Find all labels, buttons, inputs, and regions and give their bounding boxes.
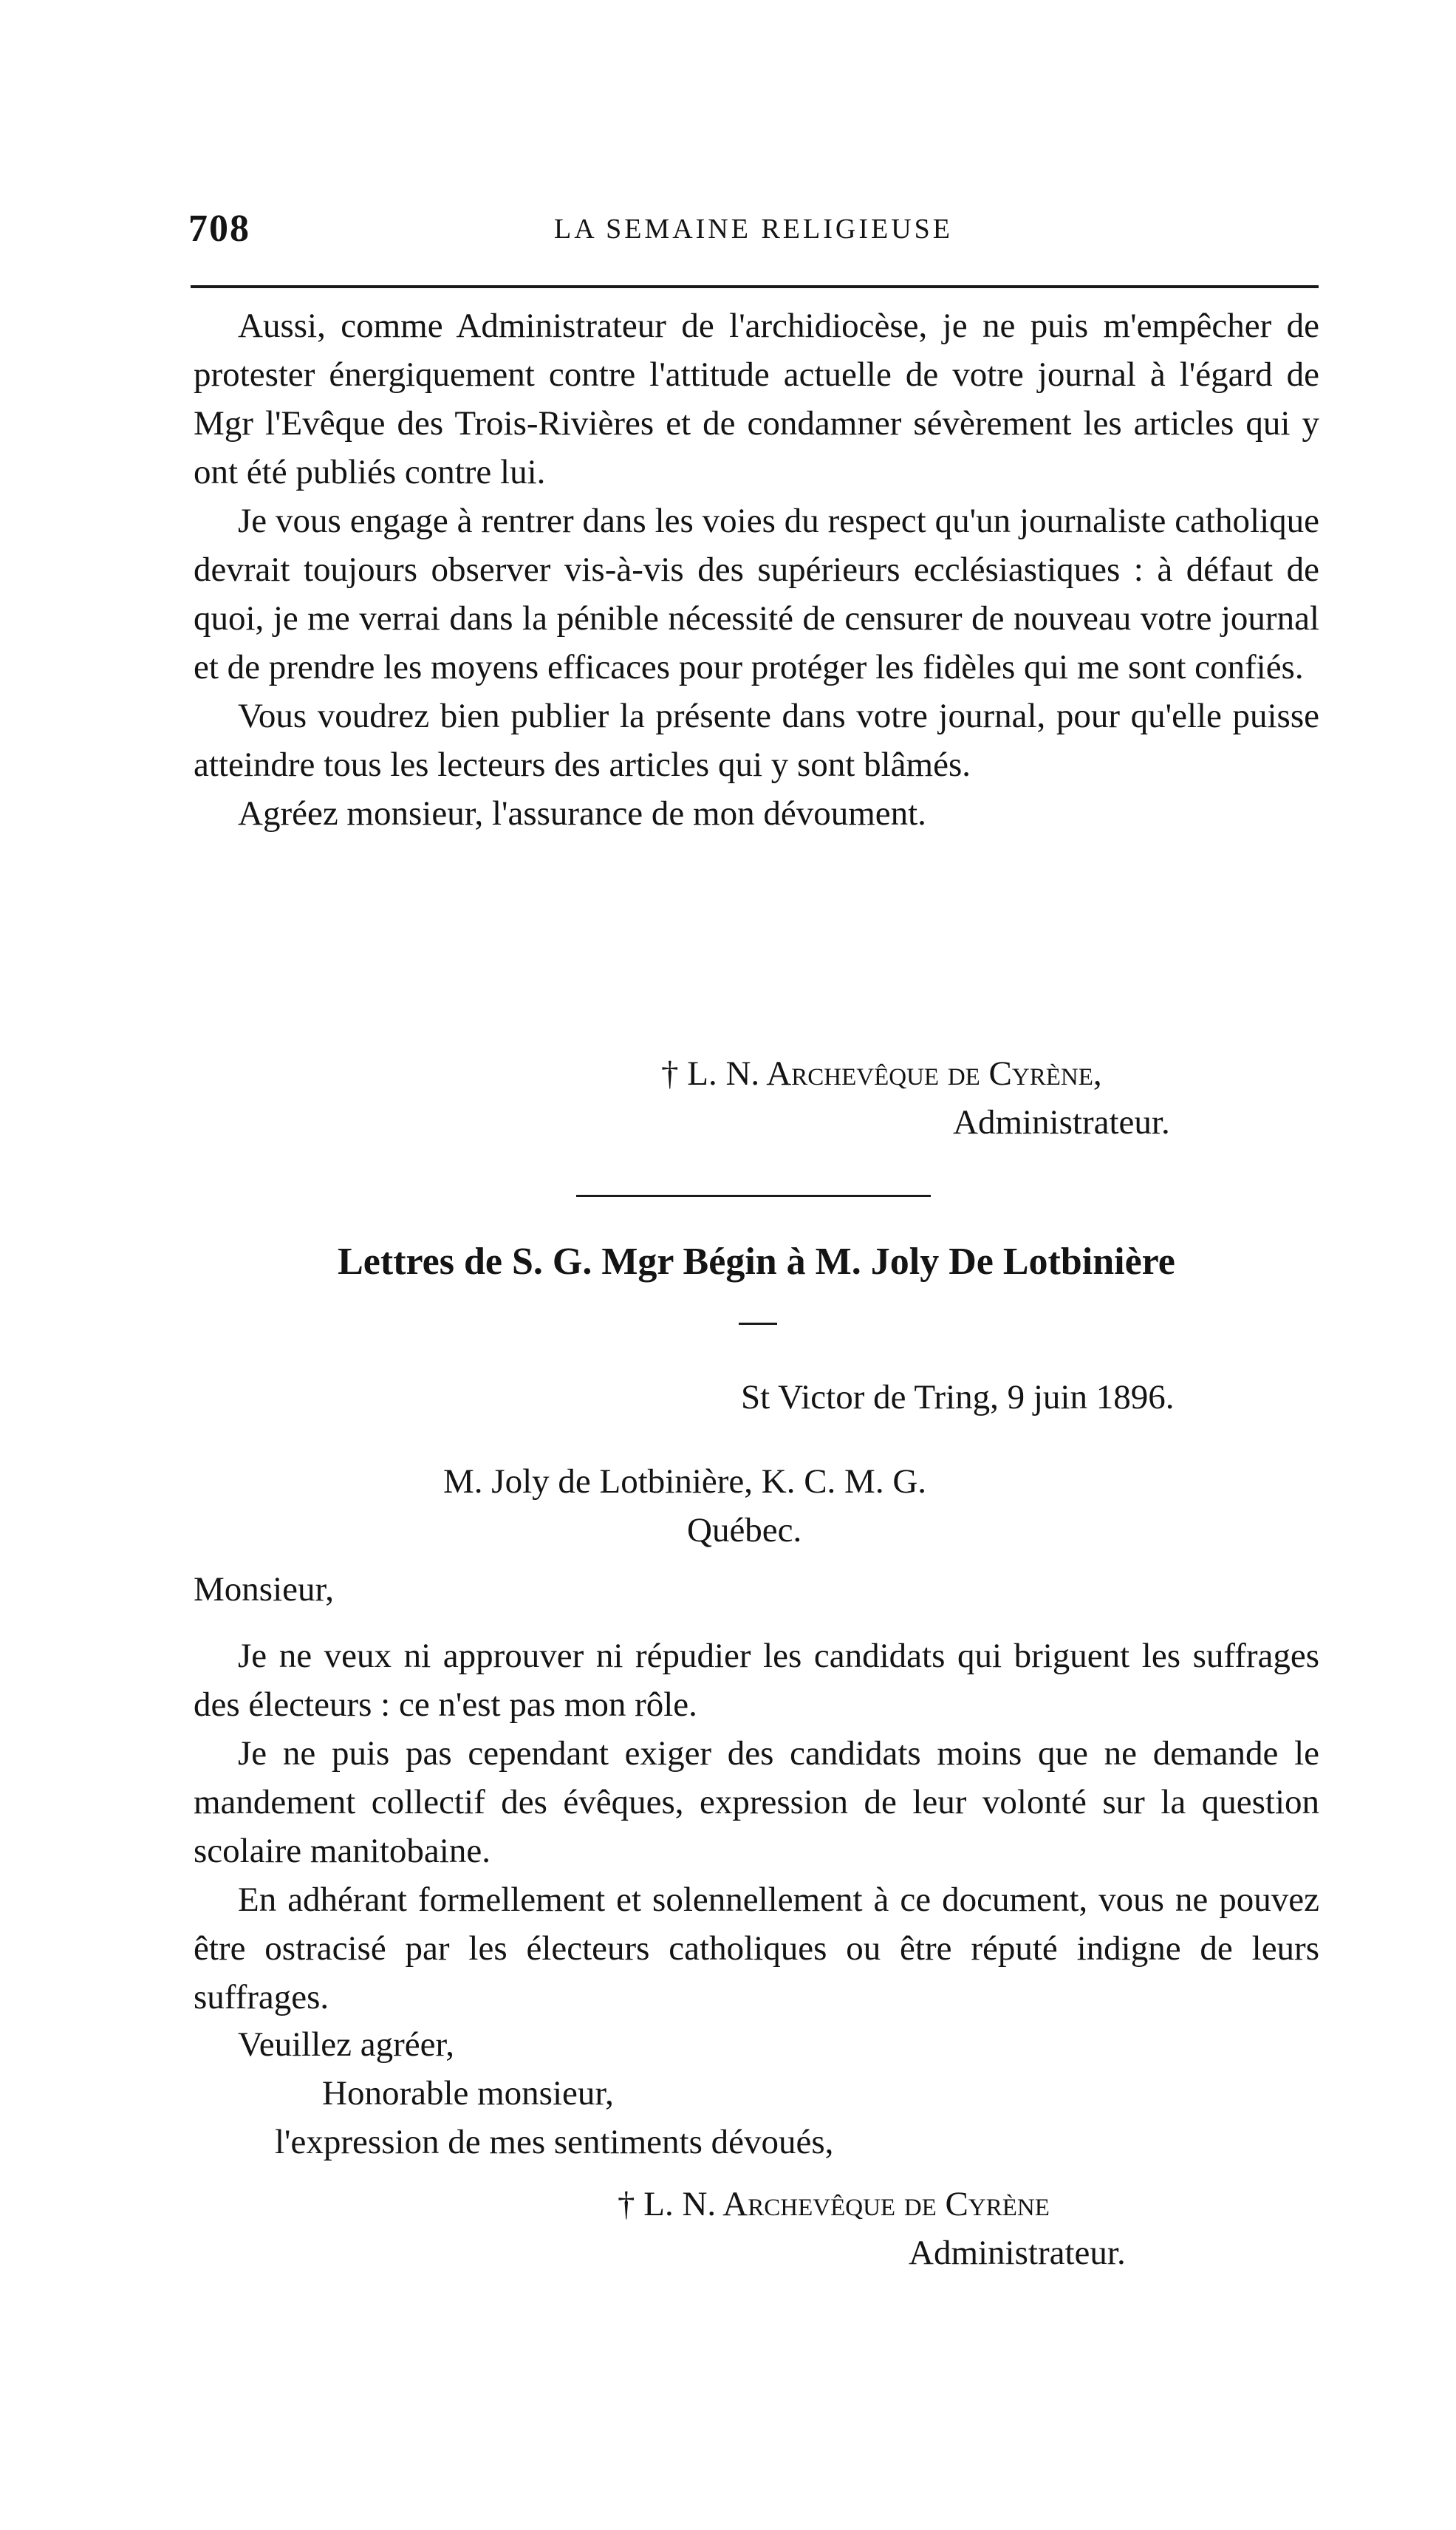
addressee-city: Québec.	[687, 1511, 802, 1549]
first-signature-title: Administrateur.	[953, 1103, 1170, 1142]
paragraph: Vous voudrez bien publier la présente dans votre journal, pour qu'elle puisse atteindre tous les lecteurs des articles qui y sont blâmés.	[194, 697, 1319, 784]
paragraph: En adhérant formellement et solennellement à ce document, vous ne pouvez être ostracisé par les électeurs catholiques ou être réputé indigne de leurs suffrages.	[194, 1881, 1319, 2016]
salutation: Monsieur,	[194, 1570, 335, 1609]
place-date: St Victor de Tring, 9 juin 1896.	[741, 1378, 1175, 1416]
section-divider	[576, 1195, 931, 1197]
addressee-name: M. Joly de Lotbinière, K. C. M. G.	[443, 1462, 927, 1501]
second-signature-title: Administrateur.	[909, 2234, 1126, 2272]
closing-line: Veuillez agréer,	[238, 2025, 454, 2064]
closing-line: l'expression de mes sentiments dévoués,	[275, 2123, 834, 2161]
page-header	[188, 207, 1319, 266]
running-title: LA SEMAINE RELIGIEUSE	[554, 214, 953, 245]
paragraph: Aussi, comme Administrateur de l'archidiocèse, je ne puis m'empêcher de protester énergiquement contre l'attitude actuelle de votre journal à l'égard de Mgr l'Evêque des Trois-Rivières et de condamner sévèrement les articles qui y ont été publiés contre lui.	[194, 307, 1319, 491]
first-signature-name: † L. N. Archevêque de Cyrène,	[661, 1054, 1102, 1093]
first-letter-body	[194, 301, 1319, 838]
section-title: Lettres de S. G. Mgr Bégin à M. Joly De Lotbinière	[338, 1241, 1175, 1283]
second-signature-name: † L. N. Archevêque de Cyrène	[618, 2185, 1050, 2223]
paragraph: Je vous engage à rentrer dans les voies du respect qu'un journaliste catholique devrait toujours observer vis-à-vis des supérieurs ecclésiastiques : à défaut de quoi, je me verrai dans la pénible nécessité de censurer de nouveau votre journal et de prendre les moyens efficaces pour protéger les fidèles qui me sont confiés.	[194, 502, 1319, 686]
paragraph: Agréez monsieur, l'assurance de mon dévoument.	[238, 794, 926, 833]
closing-line: Honorable monsieur,	[322, 2074, 614, 2113]
second-letter-body	[194, 1631, 1319, 2022]
page-number: 708	[188, 208, 250, 250]
paragraph: Je ne veux ni approuver ni répudier les candidats qui briguent les suffrages des électeurs : ce n'est pas mon rôle.	[194, 1637, 1319, 1724]
paragraph: Je ne puis pas cependant exiger des candidats moins que ne demande le mandement collectif des évêques, expression de leur volonté sur la question scolaire manitobaine.	[194, 1734, 1319, 1870]
header-rule	[191, 285, 1319, 288]
title-underline	[739, 1323, 777, 1325]
